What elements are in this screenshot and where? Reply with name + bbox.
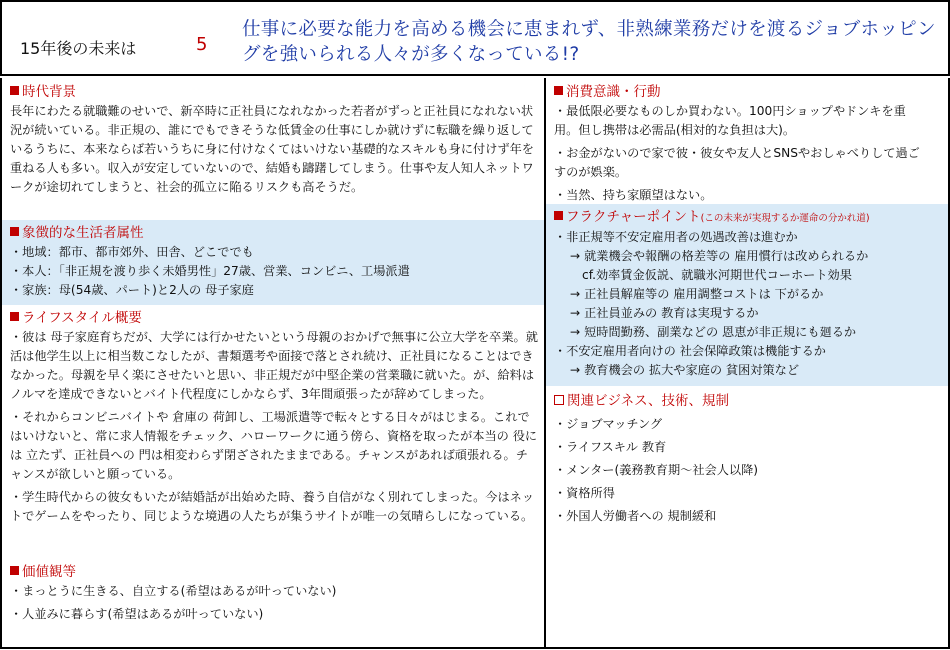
list-item: ・外国人労働者への 規制緩和 bbox=[554, 509, 717, 523]
background-section bbox=[2, 78, 544, 220]
list-item: ・まっとうに生きる、自立する(希望はあるが叶っていない) bbox=[10, 584, 337, 598]
list-item: ・お金がないので家で彼・彼女や友人とSNSやおしゃべりして過ごすのが娯楽。 bbox=[554, 146, 920, 179]
list-item: ・地域：都市、都市郊外、田舎、どこででも bbox=[10, 245, 254, 259]
list-item: ・家族：母(54歳、パート)と2人の 母子家庭 bbox=[10, 283, 254, 297]
section-title: フラクチャーポイント(この未来が実現するか運命の分かれ道) bbox=[554, 208, 942, 228]
list-item: → 短時間勤務、副業などの 恩恵が非正規にも廻るか bbox=[570, 325, 857, 339]
list-item: ・それからコンビニバイトや 倉庫の 荷卸し、工場派遣等で転々とする日々がはじまる。これではいけないと、常に求人情報をチェック、ハローワークに通う傍ら、資格を取ったが本当の 役には 立たず、正社員への 門は相変わらず閉ざされたままである。チャンスがあれば頑張れる。チャンスが欲しいと願っている。 bbox=[10, 410, 538, 481]
consumption-section bbox=[546, 78, 948, 204]
scenario-title: 仕事に必要な能力を高める機会に恵まれず、非熟練業務だけを渡るジョブホッピングを強いられる人々が多くなっている!? bbox=[242, 19, 936, 65]
right-column bbox=[544, 78, 950, 649]
left-column bbox=[0, 78, 546, 649]
section-title: 関連ビジネス、技術、規制 bbox=[554, 392, 942, 411]
fracture-section bbox=[546, 204, 948, 386]
list-item: ・不安定雇用者向けの 社会保障政策は機能するか bbox=[554, 344, 826, 358]
square-outline-icon bbox=[554, 395, 564, 405]
list-item: ・ライフスキル 教育 bbox=[554, 440, 667, 454]
square-bullet-icon bbox=[10, 312, 19, 321]
header-label: 15年後の未来は bbox=[20, 39, 137, 58]
list-item: ・最低限必要なものしか買わない。100円ショップやドンキを重用。但し携帯は必需品(相対的な負担は大)。 bbox=[554, 104, 906, 137]
list-item: → 就業機会や報酬の格差等の 雇用慣行は改められるか bbox=[570, 249, 869, 263]
scenario-number: 5 bbox=[196, 34, 208, 55]
square-bullet-icon bbox=[554, 211, 563, 220]
list-item: → 正社員並みの 教育は実現するか bbox=[570, 306, 759, 320]
section-title: ライフスタイル概要 bbox=[10, 309, 538, 328]
header bbox=[0, 0, 950, 76]
list-item: ・メンター(義務教育期～社会人以降) bbox=[554, 463, 759, 477]
list-item: ・当然、持ち家願望はない。 bbox=[554, 188, 713, 202]
list-item: ・人並みに暮らす(希望はあるが叶っていない) bbox=[10, 607, 264, 621]
list-item: ・学生時代からの彼女もいたが結婚話が出始めた時、養う自信がなく別れてしまった。今はネットでゲームをやったり、同じような境遇の人たちが集うサイトが唯一の気晴らしになっている。 bbox=[10, 490, 535, 523]
list-item: → 教育機会の 拡大や家庭の 貧困対策など bbox=[570, 363, 800, 377]
list-item: cf.効率賃金仮説、就職氷河期世代コーホート効果 bbox=[582, 268, 852, 282]
list-item: ・資格所得 bbox=[554, 486, 615, 500]
values-section bbox=[2, 559, 544, 628]
list-item: → 正社員解雇等の 雇用調整コストは 下がるか bbox=[570, 287, 824, 301]
background-text: 長年にわたる就職難のせいで、新卒時に正社員になれなかった若者がずっと正社員になれない状況が続いている。非正規の、誰にでもできそうな低賃金の仕事にしか就けずに転職を繰り返しているうちに、本来ならば若いうちに身に付けなくてはいけない基礎的なスキルも身に付けず年を重ねる人も多い。収入が安定していないので、結婚も躊躇してしまう。仕事や友人知人ネットワークが途切れてしまうと、社会的孤立に陥るリスクも高そうだ。 bbox=[10, 104, 534, 194]
business-section bbox=[546, 386, 948, 530]
section-title: 価値観等 bbox=[10, 563, 538, 582]
square-bullet-icon bbox=[10, 227, 19, 236]
section-title: 時代背景 bbox=[10, 83, 538, 102]
attributes-section bbox=[2, 220, 544, 305]
square-bullet-icon bbox=[10, 86, 19, 95]
square-bullet-icon bbox=[554, 86, 563, 95]
lifestyle-section bbox=[2, 305, 544, 559]
list-item: ・彼は 母子家庭育ちだが、大学には行かせたいという母親のおかげで無事に公立大学を卒業。就活は他学生以上に相当数こなしたが、書類選考や面接で落とされ続け、正社員になることはできなかった。母親を早く楽にさせたいと思い、非正規だが中堅企業の営業職に就いた。が、給料はノルマを達成できないとバイト代程度にしかならず、3年間頑張ったが辞めてしまった。 bbox=[10, 330, 538, 401]
list-item: ・非正規等不安定雇用者の処遇改善は進むか bbox=[554, 230, 798, 244]
list-item: ・ジョブマッチング bbox=[554, 417, 663, 431]
section-note: (この未来が実現するか運命の分かれ道) bbox=[700, 213, 870, 224]
list-item: ・本人：「非正規を渡り歩く未婚男性」27歳、営業、コンビニ、工場派遣 bbox=[10, 264, 410, 278]
section-title: 消費意識・行動 bbox=[554, 83, 942, 102]
square-bullet-icon bbox=[10, 566, 19, 575]
section-title: 象徴的な生活者属性 bbox=[10, 224, 538, 243]
